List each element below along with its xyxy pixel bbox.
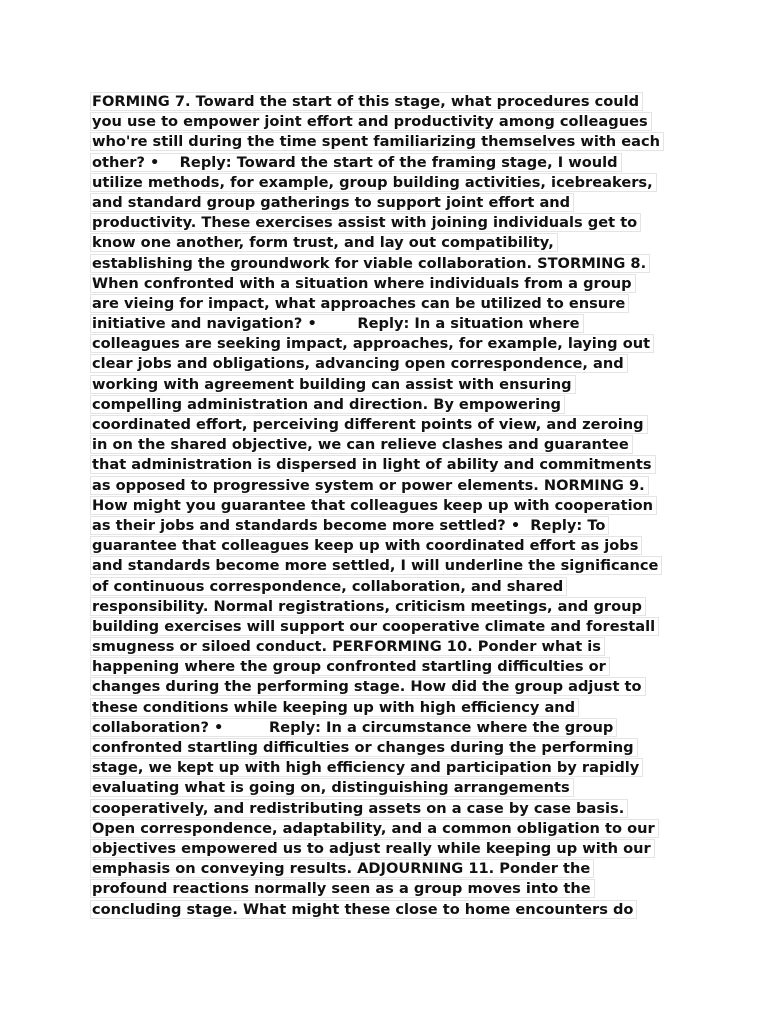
text-line: of continuous correspondence, collaboration, and shared [90,577,567,596]
text-line: other? • Reply: Toward the start of the framing stage, I would [90,153,622,172]
text-line: compelling administration and direction. By empowering [90,395,565,414]
text-line: evaluating what is going on, distinguishing arrangements [90,778,574,797]
text-line: that administration is dispersed in light of ability and commitments [90,455,656,474]
text-line: working with agreement building can assist with ensuring [90,375,576,394]
text-line: objectives empowered us to adjust really while keeping up with our [90,839,655,858]
text-line: building exercises will support our cooperative climate and forestall [90,617,659,636]
text-line: as opposed to progressive system or power elements. NORMING 9. [90,476,649,495]
text-line: productivity. These exercises assist with joining individuals get to [90,213,641,232]
text-line: collaboration? • Reply: In a circumstance where the group [90,718,617,737]
text-line: responsibility. Normal registrations, criticism meetings, and group [90,597,646,616]
text-line: happening where the group confronted startling difficulties or [90,657,610,676]
text-line: these conditions while keeping up with high efficiency and [90,698,579,717]
text-block [90,92,690,920]
text-line: cooperatively, and redistributing assets on a case by case basis. [90,799,628,818]
text-line: and standard group gatherings to support joint effort and [90,193,574,212]
text-line: you use to empower joint effort and productivity among colleagues [90,112,652,131]
text-line: smugness or siloed conduct. PERFORMING 10. Ponder what is [90,637,605,656]
text-line: confronted startling difficulties or changes during the performing [90,738,638,757]
text-line: stage, we kept up with high efficiency and participation by rapidly [90,758,643,777]
text-line: guarantee that colleagues keep up with coordinated effort as jobs [90,536,642,555]
text-line: who're still during the time spent familiarizing themselves with each [90,132,664,151]
text-line: Open correspondence, adaptability, and a common obligation to our [90,819,659,838]
text-line: changes during the performing stage. How did the group adjust to [90,677,646,696]
text-line: When confronted with a situation where individuals from a group [90,274,636,293]
text-line: concluding stage. What might these close to home encounters do [90,900,637,919]
text-line: establishing the groundwork for viable collaboration. STORMING 8. [90,254,650,273]
text-line: and standards become more settled, I will underline the significance [90,556,662,575]
text-line: as their jobs and standards become more settled? • Reply: To [90,516,609,535]
text-line: clear jobs and obligations, advancing open correspondence, and [90,354,628,373]
text-line: colleagues are seeking impact, approaches, for example, laying out [90,334,654,353]
text-line: utilize methods, for example, group building activities, icebreakers, [90,173,657,192]
text-line: know one another, form trust, and lay out compatibility, [90,233,558,252]
text-line: emphasis on conveying results. ADJOURNING 11. Ponder the [90,859,594,878]
text-line: in on the shared objective, we can relieve clashes and guarantee [90,435,633,454]
text-line: profound reactions normally seen as a group moves into the [90,879,595,898]
text-line: coordinated effort, perceiving different points of view, and zeroing [90,415,648,434]
text-line: FORMING 7. Toward the start of this stage, what procedures could [90,92,643,111]
text-line: are vieing for impact, what approaches can be utilized to ensure [90,294,629,313]
text-line: How might you guarantee that colleagues keep up with cooperation [90,496,657,515]
text-line: initiative and navigation? • Reply: In a situation where [90,314,584,333]
